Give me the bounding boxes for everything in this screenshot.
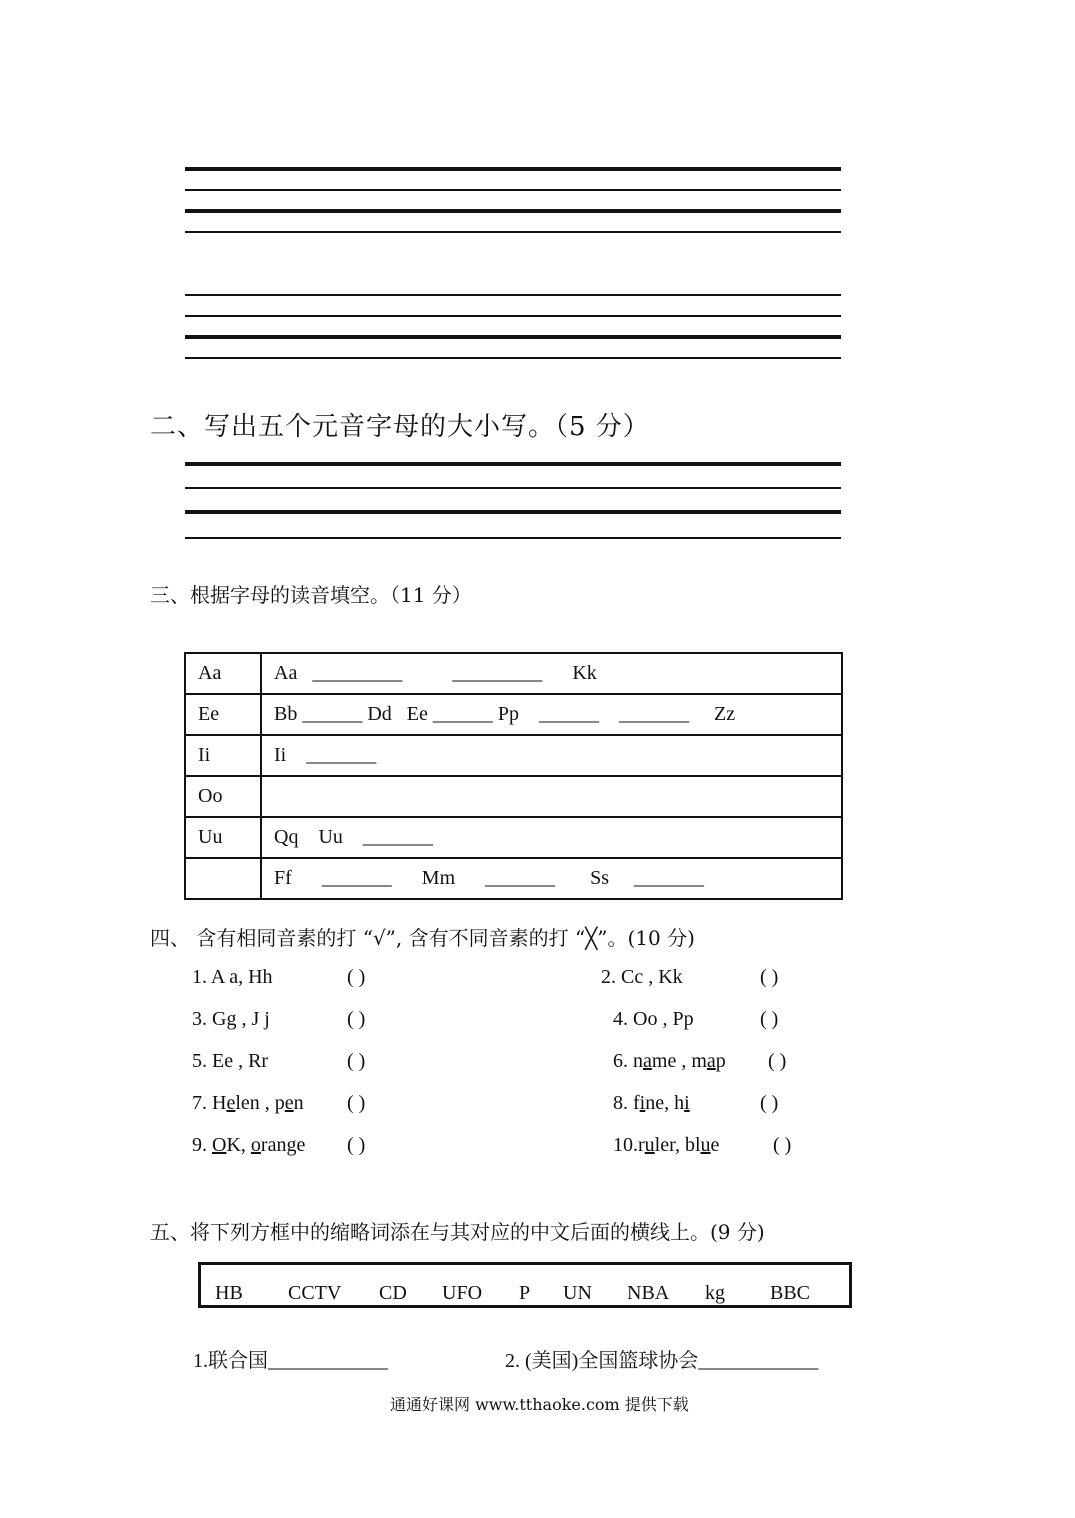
writing-line	[185, 335, 841, 339]
answer-parens[interactable]: ( )	[347, 1134, 366, 1156]
writing-line	[185, 294, 841, 296]
table-row	[185, 858, 842, 899]
section-4-title: 四、 含有相同音素的打 “√”, 含有不同音素的打 “╳”。(10 分)	[150, 926, 695, 950]
answer-parens[interactable]: ( )	[347, 966, 366, 988]
letter-sound-table	[184, 652, 843, 900]
writing-line	[185, 537, 841, 539]
fill-in-cell[interactable]: Aa _________ _________ Kk	[261, 653, 842, 694]
abbreviation: kg	[705, 1282, 725, 1304]
answer-parens[interactable]: ( )	[760, 1008, 779, 1030]
table-row	[185, 776, 842, 817]
vowel-cell	[185, 858, 261, 899]
fill-in-question[interactable]: 2. (美国)全国篮球协会____________	[505, 1350, 819, 1372]
table-row	[185, 817, 842, 858]
answer-parens[interactable]: ( )	[760, 1092, 779, 1114]
writing-line	[185, 462, 841, 466]
table-row	[185, 735, 842, 776]
fill-in-cell[interactable]: Ii _______	[261, 735, 842, 776]
answer-parens[interactable]: ( )	[347, 1050, 366, 1072]
question-item: 7. Helen , pen	[192, 1092, 304, 1114]
footer-credit: 通通好课网 www.tthaoke.com 提供下载	[390, 1395, 689, 1414]
vowel-cell: Ee	[185, 694, 261, 735]
answer-parens[interactable]: ( )	[773, 1134, 792, 1156]
answer-parens[interactable]: ( )	[347, 1092, 366, 1114]
question-item: 2. Cc , Kk	[601, 966, 683, 988]
abbreviation: CD	[379, 1282, 407, 1304]
writing-line	[185, 167, 841, 171]
writing-line	[185, 487, 841, 489]
question-item: 1. A a, Hh	[192, 966, 273, 988]
question-item: 9. OK, orange	[192, 1134, 306, 1156]
writing-line	[185, 209, 841, 213]
question-item: 3. Gg , J j	[192, 1008, 270, 1030]
abbreviation: P	[519, 1282, 531, 1304]
abbreviation: NBA	[627, 1282, 670, 1304]
writing-line	[185, 231, 841, 233]
abbreviation: UN	[563, 1282, 592, 1304]
table-row	[185, 694, 842, 735]
abbreviation: BBC	[770, 1282, 811, 1304]
abbreviation: CCTV	[288, 1282, 342, 1304]
vowel-cell: Aa	[185, 653, 261, 694]
writing-line	[185, 315, 841, 317]
question-item: 4. Oo , Pp	[613, 1008, 694, 1030]
writing-line	[185, 357, 841, 359]
writing-line	[185, 189, 841, 191]
fill-in-cell[interactable]: Bb ______ Dd Ee ______ Pp ______ _______ Zz	[261, 694, 842, 735]
answer-parens[interactable]: ( )	[347, 1008, 366, 1030]
answer-parens[interactable]: ( )	[760, 966, 779, 988]
fill-in-cell[interactable]: Qq Uu _______	[261, 817, 842, 858]
table-row	[185, 653, 842, 694]
section-5-title: 五、将下列方框中的缩略词添在与其对应的中文后面的横线上。(9 分)	[150, 1220, 765, 1244]
fill-in-cell[interactable]: Ff _______ Mm _______ Ss _______	[261, 858, 842, 899]
vowel-cell: Oo	[185, 776, 261, 817]
question-item: 6. name , map	[613, 1050, 726, 1072]
section-2-title: 二、写出五个元音字母的大小写。（5 分）	[150, 412, 650, 442]
fill-in-question[interactable]: 1.联合国____________	[193, 1350, 388, 1372]
question-item: 10.ruler, blue	[613, 1134, 720, 1156]
abbreviation: UFO	[442, 1282, 483, 1304]
writing-line	[185, 510, 841, 514]
abbreviation-box	[198, 1262, 852, 1308]
fill-in-cell[interactable]	[261, 776, 842, 817]
abbreviation: HB	[215, 1282, 243, 1304]
section-3-title: 三、根据字母的读音填空。（11 分）	[150, 583, 472, 607]
vowel-cell: Ii	[185, 735, 261, 776]
question-item: 8. fine, hi	[613, 1092, 690, 1114]
question-item: 5. Ee , Rr	[192, 1050, 269, 1072]
vowel-cell: Uu	[185, 817, 261, 858]
answer-parens[interactable]: ( )	[768, 1050, 787, 1072]
